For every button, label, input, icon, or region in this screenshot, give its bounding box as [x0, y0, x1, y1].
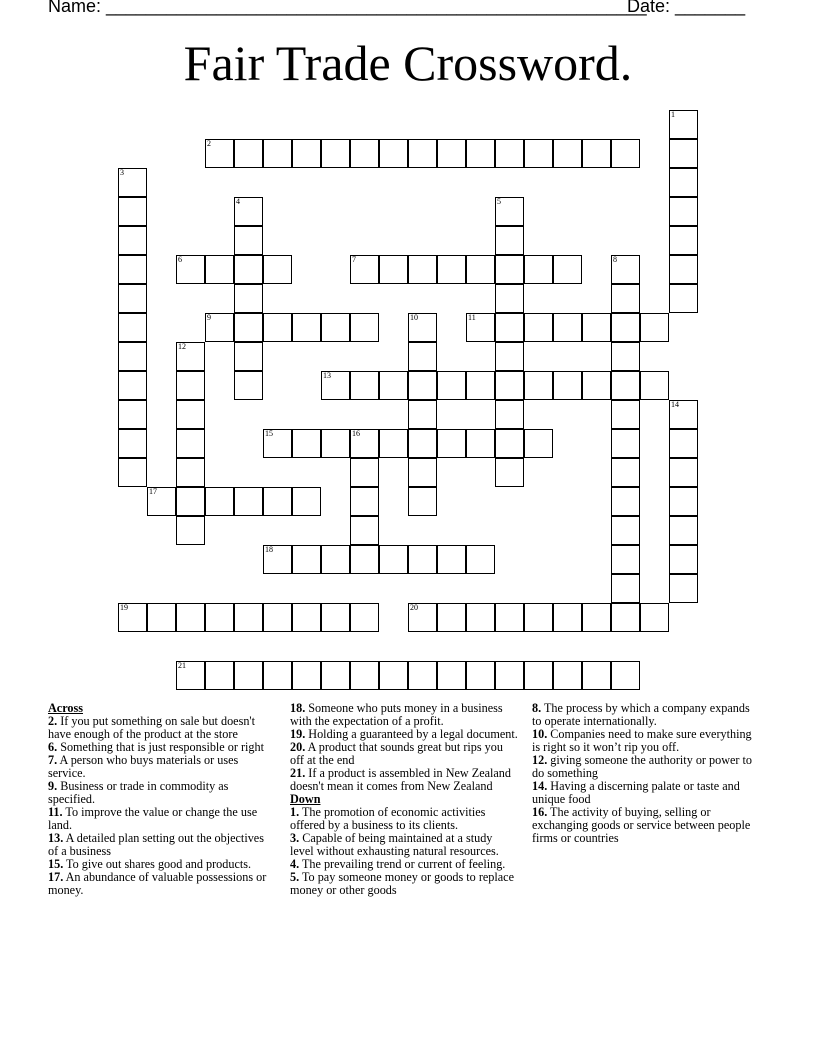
name-field[interactable]: Name: ______________________________________________________: [48, 0, 647, 16]
grid-cell[interactable]: [553, 603, 582, 632]
grid-cell[interactable]: [292, 661, 321, 690]
clue-section-heading: Down: [290, 792, 321, 806]
grid-cell[interactable]: [263, 661, 292, 690]
grid-cell[interactable]: [466, 371, 495, 400]
grid-cell[interactable]: [582, 313, 611, 342]
clue-number: 7: [352, 255, 356, 264]
grid-cell[interactable]: [495, 661, 524, 690]
clue-text: 9. Business or trade in commodity as specified.: [48, 779, 229, 806]
grid-cell[interactable]: [611, 429, 640, 458]
grid-cell[interactable]: [495, 255, 524, 284]
grid-cell[interactable]: [495, 429, 524, 458]
grid-cell[interactable]: [408, 139, 437, 168]
grid-cell[interactable]: [466, 255, 495, 284]
grid-cell[interactable]: [553, 313, 582, 342]
grid-cell[interactable]: [263, 603, 292, 632]
grid-cell[interactable]: [118, 603, 147, 632]
clue-number: 17: [149, 487, 157, 496]
clue-number-label: 18.: [290, 701, 306, 715]
grid-cell[interactable]: [640, 603, 669, 632]
grid-cell[interactable]: [582, 371, 611, 400]
grid-cell[interactable]: [408, 371, 437, 400]
grid-cell[interactable]: [234, 197, 263, 226]
clue-number-label: 1.: [290, 805, 300, 819]
clue-number-label: 19.: [290, 727, 306, 741]
clue-number: 4: [236, 197, 240, 206]
clue-section-heading: Across: [48, 701, 83, 715]
grid-cell[interactable]: [611, 574, 640, 603]
grid-cell[interactable]: [234, 313, 263, 342]
grid-cell[interactable]: [669, 110, 698, 139]
grid-cell[interactable]: [553, 255, 582, 284]
grid-cell[interactable]: [611, 487, 640, 516]
grid-cell[interactable]: [408, 603, 437, 632]
grid-cell[interactable]: [611, 313, 640, 342]
grid-cell[interactable]: [379, 371, 408, 400]
grid-cell[interactable]: [234, 139, 263, 168]
grid-cell[interactable]: [408, 545, 437, 574]
grid-cell[interactable]: [263, 429, 292, 458]
grid-cell[interactable]: [553, 139, 582, 168]
grid-cell[interactable]: [408, 313, 437, 342]
clue-number-label: 13.: [48, 831, 64, 845]
clue-text: 21. If a product is assembled in New Zealand doesn't mean it comes from New Zealand: [290, 766, 511, 793]
clue-text: 11. To improve the value or change the use land.: [48, 805, 258, 832]
grid-cell[interactable]: [350, 487, 379, 516]
grid-cell[interactable]: [350, 429, 379, 458]
grid-cell[interactable]: [669, 400, 698, 429]
grid-cell[interactable]: [495, 371, 524, 400]
clues-column-1: [48, 702, 276, 897]
grid-cell[interactable]: [205, 139, 234, 168]
grid-cell[interactable]: [321, 661, 350, 690]
grid-cell[interactable]: [234, 255, 263, 284]
grid-cell[interactable]: [379, 429, 408, 458]
clue-text: 12. giving someone the authority or power to do something: [532, 753, 753, 780]
grid-cell[interactable]: [408, 429, 437, 458]
clues-column-3: [532, 702, 760, 845]
grid-cell[interactable]: [350, 603, 379, 632]
clue-number-label: 4.: [290, 857, 300, 871]
grid-cell[interactable]: [582, 603, 611, 632]
grid-cell[interactable]: [495, 226, 524, 255]
grid-cell[interactable]: [379, 139, 408, 168]
grid-cell[interactable]: [466, 603, 495, 632]
clue-number: 11: [468, 313, 476, 322]
grid-cell[interactable]: [495, 603, 524, 632]
grid-cell[interactable]: [524, 603, 553, 632]
clue-number-label: 3.: [290, 831, 300, 845]
grid-cell[interactable]: [205, 313, 234, 342]
clue-number-label: 10.: [532, 727, 548, 741]
grid-cell[interactable]: [495, 458, 524, 487]
grid-cell[interactable]: [176, 400, 205, 429]
grid-cell[interactable]: [379, 661, 408, 690]
grid-cell[interactable]: [495, 400, 524, 429]
clue-number-label: 17.: [48, 870, 64, 884]
grid-cell[interactable]: [176, 255, 205, 284]
grid-cell[interactable]: [553, 371, 582, 400]
grid-cell[interactable]: [321, 371, 350, 400]
grid-cell[interactable]: [669, 197, 698, 226]
grid-cell[interactable]: [553, 661, 582, 690]
grid-cell[interactable]: [176, 661, 205, 690]
grid-cell[interactable]: [176, 458, 205, 487]
grid-cell[interactable]: [495, 342, 524, 371]
grid-cell[interactable]: [437, 661, 466, 690]
grid-cell[interactable]: [611, 284, 640, 313]
grid-cell[interactable]: [408, 661, 437, 690]
grid-cell[interactable]: [495, 139, 524, 168]
grid-cell[interactable]: [321, 603, 350, 632]
grid-cell[interactable]: [234, 371, 263, 400]
grid-cell[interactable]: [263, 545, 292, 574]
grid-cell[interactable]: [205, 255, 234, 284]
grid-cell[interactable]: [234, 487, 263, 516]
grid-cell[interactable]: [669, 487, 698, 516]
clue-number: 5: [497, 197, 501, 206]
grid-cell[interactable]: [611, 255, 640, 284]
grid-cell[interactable]: [408, 458, 437, 487]
grid-cell[interactable]: [350, 371, 379, 400]
grid-cell[interactable]: [611, 139, 640, 168]
grid-cell[interactable]: [524, 139, 553, 168]
clue-number: 20: [410, 603, 418, 612]
clue-text: 8. The process by which a company expands to operate internationally.: [532, 701, 750, 728]
grid-cell[interactable]: [205, 603, 234, 632]
clue-number-label: 6.: [48, 740, 58, 754]
clue-number-label: 7.: [48, 753, 58, 767]
grid-cell[interactable]: [669, 255, 698, 284]
clue-number: 15: [265, 429, 273, 438]
grid-cell[interactable]: [611, 545, 640, 574]
grid-cell[interactable]: [524, 313, 553, 342]
grid-cell[interactable]: [118, 400, 147, 429]
clue-number: 1: [671, 110, 675, 119]
grid-cell[interactable]: [669, 429, 698, 458]
grid-cell[interactable]: [292, 487, 321, 516]
clue-text: 18. Someone who puts money in a business with the expectation of a profit.: [290, 701, 503, 728]
grid-cell[interactable]: [321, 139, 350, 168]
grid-cell[interactable]: [611, 371, 640, 400]
grid-cell[interactable]: [205, 661, 234, 690]
clue-text: 15. To give out shares good and products.: [48, 857, 252, 871]
grid-cell[interactable]: [669, 545, 698, 574]
grid-cell[interactable]: [495, 284, 524, 313]
grid-cell[interactable]: [118, 226, 147, 255]
grid-cell[interactable]: [350, 661, 379, 690]
clue-number-label: 15.: [48, 857, 64, 871]
grid-cell[interactable]: [466, 545, 495, 574]
grid-cell[interactable]: [611, 516, 640, 545]
clue-number: 9: [207, 313, 211, 322]
grid-cell[interactable]: [379, 255, 408, 284]
grid-cell[interactable]: [524, 429, 553, 458]
clue-text: 4. The prevailing trend or current of feeling.: [290, 857, 506, 871]
grid-cell[interactable]: [234, 226, 263, 255]
grid-cell[interactable]: [118, 458, 147, 487]
grid-cell[interactable]: [176, 371, 205, 400]
clue-number: 3: [120, 168, 124, 177]
grid-cell[interactable]: [234, 342, 263, 371]
grid-cell[interactable]: [669, 458, 698, 487]
clue-number-label: 12.: [532, 753, 548, 767]
grid-cell[interactable]: [205, 487, 234, 516]
clue-text: 7. A person who buys materials or uses service.: [48, 753, 239, 780]
grid-cell[interactable]: [176, 342, 205, 371]
clue-number: 10: [410, 313, 418, 322]
grid-cell[interactable]: [234, 284, 263, 313]
grid-cell[interactable]: [466, 429, 495, 458]
grid-cell[interactable]: [292, 429, 321, 458]
grid-cell[interactable]: [408, 255, 437, 284]
clue-number-label: 8.: [532, 701, 542, 715]
grid-cell[interactable]: [147, 603, 176, 632]
grid-cell[interactable]: [263, 313, 292, 342]
grid-cell[interactable]: [176, 603, 205, 632]
clue-number: 2: [207, 139, 211, 148]
grid-cell[interactable]: [118, 342, 147, 371]
clues-column-2: [290, 702, 518, 897]
grid-cell[interactable]: [176, 429, 205, 458]
grid-cell[interactable]: [234, 603, 263, 632]
grid-cell[interactable]: [234, 661, 263, 690]
grid-cell[interactable]: [118, 168, 147, 197]
grid-cell[interactable]: [466, 313, 495, 342]
clue-text: 20. A product that sounds great but rips you off at the end: [290, 740, 503, 767]
grid-cell[interactable]: [263, 487, 292, 516]
grid-cell[interactable]: [466, 661, 495, 690]
clue-number-label: 14.: [532, 779, 548, 793]
grid-cell[interactable]: [437, 545, 466, 574]
clue-text: 3. Capable of being maintained at a study level without exhausting natural resources.: [290, 831, 499, 858]
grid-cell[interactable]: [437, 603, 466, 632]
grid-cell[interactable]: [176, 487, 205, 516]
grid-cell[interactable]: [292, 139, 321, 168]
grid-cell[interactable]: [118, 313, 147, 342]
grid-cell[interactable]: [611, 458, 640, 487]
grid-cell[interactable]: [640, 371, 669, 400]
grid-cell[interactable]: [466, 139, 495, 168]
grid-cell[interactable]: [611, 400, 640, 429]
grid-cell[interactable]: [582, 139, 611, 168]
grid-cell[interactable]: [350, 255, 379, 284]
date-field[interactable]: Date: _______: [627, 0, 746, 16]
grid-cell[interactable]: [350, 139, 379, 168]
clue-number: 18: [265, 545, 273, 554]
grid-cell[interactable]: [495, 197, 524, 226]
grid-cell[interactable]: [350, 545, 379, 574]
grid-cell[interactable]: [669, 139, 698, 168]
grid-cell[interactable]: [350, 458, 379, 487]
grid-cell[interactable]: [118, 284, 147, 313]
clue-number: 8: [613, 255, 617, 264]
grid-cell[interactable]: [292, 545, 321, 574]
grid-cell[interactable]: [118, 255, 147, 284]
grid-cell[interactable]: [669, 516, 698, 545]
clue-number-label: 20.: [290, 740, 306, 754]
grid-cell[interactable]: [176, 516, 205, 545]
clue-text: 10. Companies need to make sure everything is right so it won’t rip you off.: [532, 727, 752, 754]
grid-cell[interactable]: [524, 661, 553, 690]
grid-cell[interactable]: [379, 545, 408, 574]
grid-cell[interactable]: [408, 487, 437, 516]
grid-cell[interactable]: [524, 255, 553, 284]
grid-cell[interactable]: [147, 487, 176, 516]
grid-cell[interactable]: [350, 313, 379, 342]
grid-cell[interactable]: [408, 342, 437, 371]
grid-cell[interactable]: [437, 255, 466, 284]
grid-cell[interactable]: [321, 545, 350, 574]
clue-number: 16: [352, 429, 360, 438]
clue-number-label: 21.: [290, 766, 306, 780]
grid-cell[interactable]: [669, 168, 698, 197]
grid-cell[interactable]: [640, 313, 669, 342]
clue-text: 19. Holding a guaranteed by a legal document.: [290, 727, 518, 741]
page-title: Fair Trade Crossword.: [183, 35, 633, 91]
grid-cell[interactable]: [292, 313, 321, 342]
grid-cell[interactable]: [437, 371, 466, 400]
clue-text: 2. If you put something on sale but doesn't have enough of the product at the store: [48, 714, 255, 741]
clue-number: 6: [178, 255, 182, 264]
grid-cell[interactable]: [118, 429, 147, 458]
clue-text: 5. To pay someone money or goods to replace money or other goods: [290, 870, 514, 897]
clue-number: 19: [120, 603, 128, 612]
clue-text: 17. An abundance of valuable possessions or money.: [48, 870, 267, 897]
grid-cell[interactable]: [495, 313, 524, 342]
grid-cell[interactable]: [582, 661, 611, 690]
clue-number-label: 11.: [48, 805, 63, 819]
grid-cell[interactable]: [437, 139, 466, 168]
grid-cell[interactable]: [350, 516, 379, 545]
grid-cell[interactable]: [611, 603, 640, 632]
grid-cell[interactable]: [669, 226, 698, 255]
clue-number: 21: [178, 661, 186, 670]
clue-number: 14: [671, 400, 679, 409]
clue-number-label: 16.: [532, 805, 548, 819]
clue-number-label: 9.: [48, 779, 58, 793]
grid-cell[interactable]: [118, 197, 147, 226]
clue-text: 16. The activity of buying, selling or exchanging goods or service between people firms or countries: [532, 805, 751, 845]
grid-cell[interactable]: [669, 284, 698, 313]
grid-cell[interactable]: [669, 574, 698, 603]
clue-text: 13. A detailed plan setting out the objectives of a business: [48, 831, 264, 858]
clue-text: 1. The promotion of economic activities offered by a business to its clients.: [290, 805, 486, 832]
grid-cell[interactable]: [321, 429, 350, 458]
clue-text: 14. Having a discerning palate or taste and unique food: [532, 779, 740, 806]
grid-cell[interactable]: [263, 139, 292, 168]
grid-cell[interactable]: [321, 313, 350, 342]
clue-number: 13: [323, 371, 331, 380]
grid-cell[interactable]: [524, 371, 553, 400]
grid-cell[interactable]: [611, 342, 640, 371]
grid-cell[interactable]: [437, 429, 466, 458]
grid-cell[interactable]: [263, 255, 292, 284]
grid-cell[interactable]: [118, 371, 147, 400]
grid-cell[interactable]: [408, 400, 437, 429]
clue-number: 12: [178, 342, 186, 351]
grid-cell[interactable]: [611, 661, 640, 690]
clue-number-label: 5.: [290, 870, 300, 884]
clue-number-label: 2.: [48, 714, 58, 728]
clue-text: 6. Something that is just responsible or right: [48, 740, 264, 754]
grid-cell[interactable]: [292, 603, 321, 632]
